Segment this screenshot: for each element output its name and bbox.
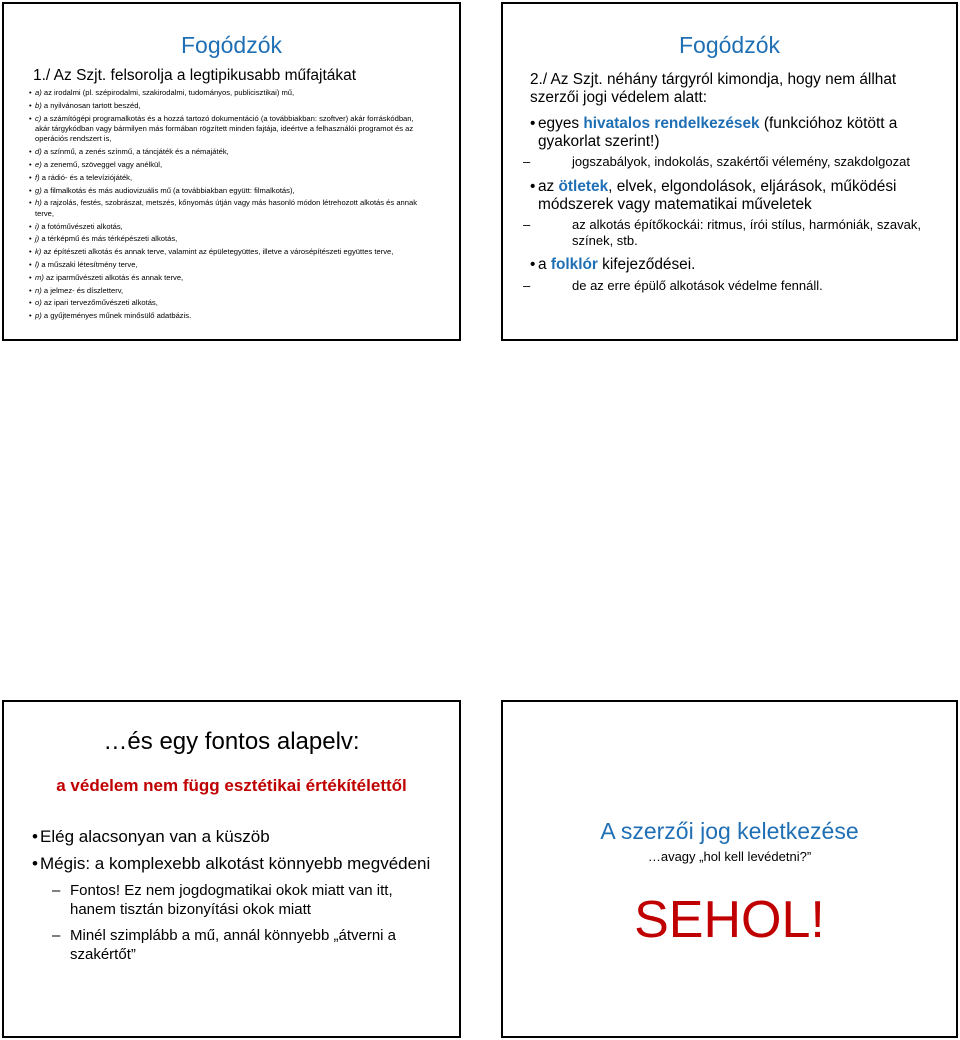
bullet-official-provisions: • egyes hivatalos rendelkezések (funkcióhoz kötött a gyakorlat szerint!) — [530, 115, 938, 150]
dash-building-blocks: – az alkotás építőkockái: ritmus, írói stílus, harmóniák, szavak, színek, stb. — [503, 217, 938, 249]
list-item: • e) a zenemű, szöveggel vagy anélkül, — [31, 160, 429, 170]
slide-3-title: …és egy fontos alapelv: — [103, 728, 360, 755]
list-item: • i) a fotóművészeti alkotás, — [31, 222, 429, 232]
list-item: • o) az ipari tervezőművészeti alkotás, — [31, 298, 429, 308]
slide-1-subtitle: 1./ Az Szjt. felsorolja a legtipikusabb műfajtákat — [33, 67, 357, 84]
slide-1-title: Fogódzók — [180, 32, 282, 58]
bullet-folklore: • a folklór kifejeződései. — [530, 256, 938, 274]
list-item: • n) a jelmez- és díszletterv, — [31, 286, 429, 296]
slide-4-subtitle: …avagy „hol kell levédetni?” — [647, 849, 812, 864]
list-item: • f) a rádió- és a televíziójáték, — [31, 173, 429, 183]
list-item: • a) az irodalmi (pl. szépirodalmi, szakirodalmi, tudományos, publicisztikai) mű, — [31, 88, 429, 98]
slide-3 — [2, 700, 461, 1038]
list-item: • h) a rajzolás, festés, szobrászat, metszés, kőnyomás útján vagy más hasonló módon létrehozott alkotás és annak terve, — [31, 198, 429, 219]
answer-nowhere: SEHOL! — [634, 891, 825, 949]
bullet-low-threshold: • Elég alacsonyan van a küszöb — [32, 826, 441, 847]
slide-2 — [501, 2, 958, 341]
list-item: • d) a színmű, a zenés színmű, a táncjáték és a némajáték, — [31, 147, 429, 157]
list-item: • m) az iparművészeti alkotás és annak terve, — [31, 273, 429, 283]
list-item: • c) a számítógépi programalkotás és a hozzá tartozó dokumentáció (a továbbiakban: szoftver) akár forráskódban, akár tárgykódban vagy bármilyen más formában rögzített minden fajtája, ideértve a felhasználói programot és az operációs rendszert is, — [31, 114, 429, 145]
work-types-list — [4, 88, 429, 322]
bullet-ideas: • az ötletek, elvek, elgondolások, eljárások, működési módszerek vagy matematikai műveletek — [530, 178, 938, 213]
dash-proof-reasons: – Fontos! Ez nem jogdogmatikai okok miatt van itt, hanem tisztán bizonyítási okok miatt — [32, 881, 441, 919]
list-item: • k) az építészeti alkotás és annak terve, valamint az épületegyüttes, illetve a városépítészeti együttes terve, — [31, 247, 429, 257]
list-item: • p) a gyűjteményes műnek minősülő adatbázis. — [31, 311, 429, 321]
dash-derivative-works: – de az erre épülő alkotások védelme fennáll. — [503, 278, 938, 294]
list-item: • b) a nyilvánosan tartott beszéd, — [31, 101, 429, 111]
slide-2-title: Fogódzók — [678, 32, 780, 58]
bullet-complex-work: • Mégis: a komplexebb alkotást könnyebb megvédeni — [32, 853, 441, 875]
slide-4 — [501, 700, 958, 1038]
dash-legislation: – jogszabályok, indokolás, szakértői vélemény, szakdolgozat — [503, 154, 938, 170]
slide-3-subtitle: a védelem nem függ esztétikai értékítélettől — [56, 776, 407, 795]
slide-2-intro: 2./ Az Szjt. néhány tárgyról kimondja, hogy nem állhat szerzői jogi védelem alatt: — [530, 71, 897, 106]
list-item: • l) a műszaki létesítmény terve, — [31, 260, 429, 270]
slide-4-title: A szerzői jog keletkezése — [600, 818, 859, 844]
dash-simpler-work: – Minél szimplább a mű, annál könnyebb „átverni a szakértőt” — [32, 926, 441, 964]
list-item: • j) a térképmű és más térképészeti alkotás, — [31, 234, 429, 244]
slide-1 — [2, 2, 461, 341]
list-item: • g) a filmalkotás és más audiovizuális mű (a továbbiakban együtt: filmalkotás), — [31, 186, 429, 196]
